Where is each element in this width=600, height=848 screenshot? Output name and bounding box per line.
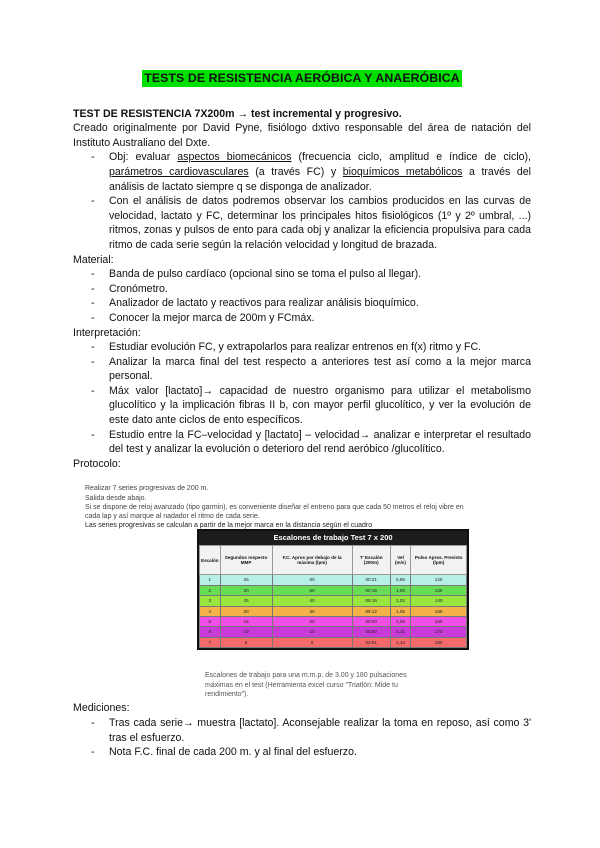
table-cell: 00:15 (352, 585, 390, 595)
material-list (73, 267, 531, 325)
mediciones-list (73, 716, 531, 760)
table-cell: 1,02 (390, 596, 411, 606)
table-cell: 140 (411, 596, 467, 606)
table-body (200, 575, 467, 648)
list-item: - Nota F.C. final de cada 200 m. y al final del esfuerzo. (91, 746, 357, 759)
table-cell: 130 (411, 585, 467, 595)
list-item: - Analizar la marca final del test respecto a anteriores test así como a la mejor marca personal. (91, 355, 531, 383)
table-row (200, 585, 467, 595)
protocol-line: cada lap y así marque al nadador el ritmo de cada serie. (85, 513, 260, 521)
protocol-label: Protocolo: (73, 457, 121, 470)
table-cell: 02:51 (352, 637, 390, 647)
test-heading: TEST DE RESISTENCIA 7X200m → test incremental y progresivo. (73, 107, 402, 120)
table-cell: 09:12 (352, 606, 390, 616)
table-cell: 0,96 (390, 575, 411, 585)
table-cell: 00:00 (352, 627, 390, 637)
table-title: Escalones de trabajo Test 7 x 200 (199, 531, 467, 545)
table-cell: 30 (272, 606, 352, 616)
list-item: - Estudio entre la FC–velocidad y [lactato] – velocidad→ analizar e interpretar el resultado del test y analizar la evolución o deterioro del rend aeróbico /glucolítico. (91, 428, 531, 456)
list-item: - Cronómetro. (91, 282, 168, 295)
table-cell: 1,14 (390, 637, 411, 647)
table-cell: 5 (220, 637, 272, 647)
table-caption: Escalones de trabajo para una m.m.p. de 3.00 y 180 pulsaciones máximas en el test (Herramienta excel curso "Triatlón: Mide tu rendimiento"). (205, 672, 407, 698)
table-cell: 7 (200, 637, 221, 647)
table-row (200, 606, 467, 616)
document-page (73, 70, 531, 760)
table-cell: 1,06 (390, 617, 411, 627)
protocol-line: Si se dispone de reloj avanzado (tipo garmin), es conveniente diseñar el entreno para que cada 50 metros el reloj vibre en (85, 503, 464, 511)
table-row (200, 617, 467, 627)
steps-table (197, 529, 469, 650)
objective-list (73, 150, 531, 252)
table-cell: 20 (220, 606, 272, 616)
table-row (200, 637, 467, 647)
list-item: - Banda de pulso cardíaco (opcional sino se toma el pulso al llegar). (91, 268, 422, 281)
table-cell: 1,00 (390, 585, 411, 595)
table-cell: 00:00 (352, 617, 390, 627)
table-cell: 0 (272, 637, 352, 647)
list-item: - Con el análisis de datos podremos observar los cambios producidos en las curvas de velocidad, lactato y FC, determinar los principales hitos fisiológicos (1º y 2º umbral, ...) ritmos, zonas y pulsos de ento para cada obj y analizar la eficiencia propulsiva para cada ritmo de cada serie según la relación velocidad y longitud de brazada. (91, 195, 531, 251)
table-cell: 10 (272, 627, 352, 637)
table-cell: 170 (411, 627, 467, 637)
table-row (200, 627, 467, 637)
list-item: - Máx valor [lactato]→ capacidad de nuestro organismo para utilizar el metabolismo glucolítico y la implicación fibras II b, con mayor perfil glucolítico, y ver la evolución de este dato ante ciclos de ento específicos. (91, 384, 531, 427)
table-cell: 4 (200, 606, 221, 616)
list-item: - Conocer la mejor marca de 200m y FCmáx. (91, 311, 315, 324)
protocol-line: Salida desde abajo. (85, 494, 147, 502)
material-label: Material: (73, 253, 114, 266)
table-row (200, 596, 467, 606)
table-cell: 160 (411, 617, 467, 627)
table-cell: 1,11 (390, 627, 411, 637)
intro-paragraph: Creado originalmente por David Pyne, fisiólogo dxtivo responsable del área de natación del Instituto Australiano del Dxte. (73, 122, 531, 149)
table-cell: 180 (411, 637, 467, 647)
table-cell: 20 (272, 617, 352, 627)
table-cell: 2 (200, 585, 221, 595)
table-cell: 10 (220, 627, 272, 637)
protocol-line: Las series progresivas se calculan a partir de la mejor marca en la distancia según el cuadro (85, 522, 373, 530)
table-cell: 09:15 (352, 596, 390, 606)
table-cell: 40 (272, 596, 352, 606)
table-cell: 120 (411, 575, 467, 585)
protocol-line: Realizar 7 series progresivas de 200 m. (85, 485, 209, 493)
table-cell: 150 (411, 606, 467, 616)
list-item: - Obj: evaluar aspectos biomecánicos (frecuencia ciclo, amplitud e índice de ciclo), parámetros cardiovasculares (a través FC) y bioquímicos metabólicos a través del análisis de lactato siempre q se disponga de analizador. (91, 151, 532, 193)
table-cell: 25 (220, 596, 272, 606)
table-cell: 60 (272, 575, 352, 585)
table-cell: 20 (220, 585, 272, 595)
table-cell: 1 (200, 575, 221, 585)
table-cell: 3 (200, 596, 221, 606)
table-cell: 1,05 (390, 606, 411, 616)
column-header: Pulso Apros. Previsto (lpm) (411, 546, 467, 575)
column-header: Segundos respecto MMP (220, 546, 272, 575)
table-cell: 25 (220, 575, 272, 585)
document-title: TESTS DE RESISTENCIA AERÓBICA Y ANAERÓBICA (144, 71, 460, 85)
table-cell: 15 (220, 617, 272, 627)
protocol-image (85, 475, 585, 698)
mediciones-label: Mediciones: (73, 702, 130, 715)
column-header: T' Escalón (200m) (352, 546, 390, 575)
list-item: - Tras cada serie→ muestra [lactato]. Aconsejable realizar la toma en reposo, así como 3' tras el esfuerzo. (91, 717, 531, 744)
table-cell: 5 (200, 617, 221, 627)
column-header: F.C. Apros por debajo de la máxima (lpm) (272, 546, 352, 575)
table-cell: 50 (272, 585, 352, 595)
interpretation-label: Interpretación: (73, 326, 141, 339)
column-header: Escalón (200, 546, 221, 575)
table-cell: 00:21 (352, 575, 390, 585)
table-header-row (200, 546, 467, 575)
list-item: - Estudiar evolución FC, y extrapolarlos para realizar entrenos en f(x) ritmo y FC. (91, 341, 482, 354)
table-row (200, 575, 467, 585)
column-header: Vel (m/s) (390, 546, 411, 575)
list-item: - Analizador de lactato y reactivos para realizar análisis bioquímico. (91, 297, 419, 310)
interpretation-list (73, 340, 531, 457)
table-cell: 6 (200, 627, 221, 637)
